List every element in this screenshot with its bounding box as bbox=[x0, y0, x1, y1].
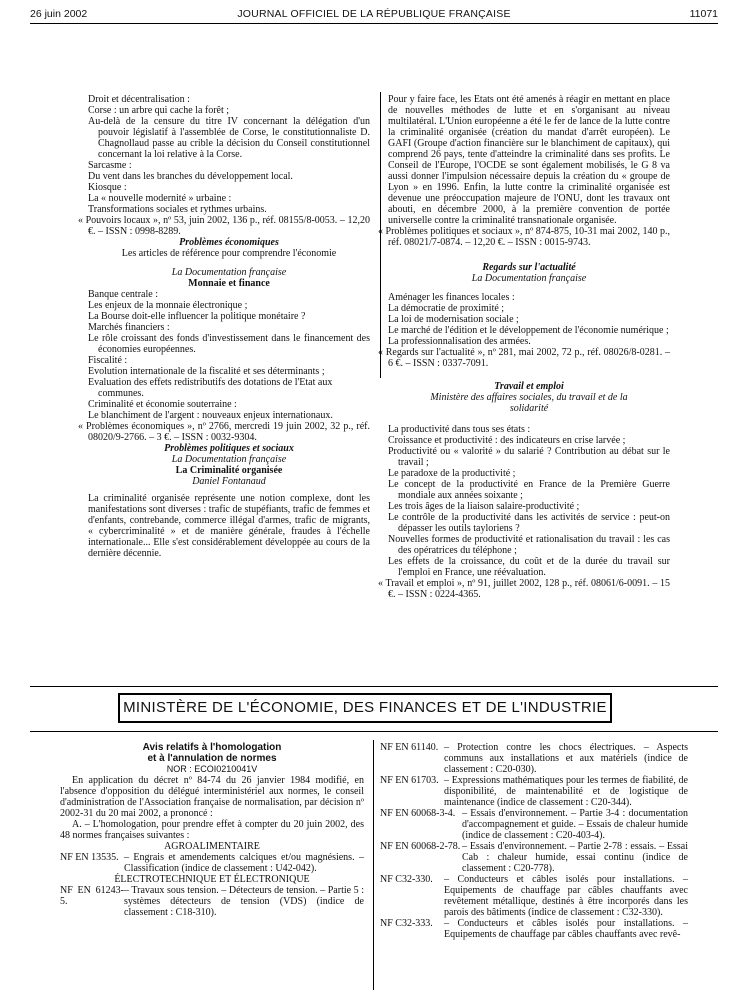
pps-author: Daniel Fontanaud bbox=[192, 476, 266, 487]
list-item: Les enjeux de la monnaie électronique ; bbox=[88, 300, 248, 311]
list-item: La professionnalisation des armées. bbox=[388, 336, 531, 347]
norm-description: – Protection contre les chocs électriques. – Aspects communs aux installations et aux matériels (indice de classement : C20-030). bbox=[444, 742, 688, 775]
list-item: Kiosque : bbox=[88, 182, 127, 193]
avis-left-column bbox=[60, 742, 364, 918]
te-items bbox=[388, 424, 670, 578]
norm-code: NF EN 61243-5. bbox=[60, 885, 124, 907]
ministry-banner: MINISTÈRE DE L'ÉCONOMIE, DES FINANCES ET DE L'INDUSTRIE bbox=[118, 693, 612, 723]
ra-publisher: La Documentation française bbox=[471, 273, 587, 284]
column-divider-bottom bbox=[373, 740, 374, 990]
category-electrotechnique: ÉLECTROTECHNIQUE ET ÉLECTRONIQUE bbox=[114, 874, 310, 885]
pouvoirs-locaux-items bbox=[88, 94, 370, 215]
pps-title: La Criminalité organisée bbox=[175, 465, 283, 476]
pps-reference: « Problèmes politiques et sociaux », nº 874-875, 10-31 mai 2002, 140 p., réf. 08021/7-0874. – 12,20 €. – ISSN : 0015-9743. bbox=[378, 226, 670, 248]
page-header bbox=[30, 6, 718, 24]
header-page-number: 11071 bbox=[689, 8, 718, 20]
header-date: 26 juin 2002 bbox=[30, 8, 88, 20]
left-column bbox=[78, 94, 370, 559]
pouvoirs-locaux-reference: « Pouvoirs locaux », nº 53, juin 2002, 136 p., réf. 08155/8-0053. – 12,20 €. – ISSN : 0998-8289. bbox=[78, 215, 370, 237]
list-item: Corse : un arbre qui cache la forêt ; bbox=[88, 105, 230, 116]
list-item: Evolution internationale de la fiscalité et ses déterminants ; bbox=[88, 366, 325, 377]
list-item: Sarcasme : bbox=[88, 160, 132, 171]
norm-code: NF C32-333. bbox=[380, 918, 433, 929]
list-item: Criminalité et économie souterraine : bbox=[88, 399, 237, 410]
norm-description: – Travaux sous tension. – Détecteurs de tension. – Partie 5 : systèmes détecteurs de tension (VDS) (indice de classement : C18-310). bbox=[124, 885, 364, 918]
list-item: Aménager les finances locales : bbox=[388, 292, 515, 303]
section-heading-travail: Travail et emploi bbox=[494, 381, 564, 392]
norm-description: – Expressions mathématiques pour les termes de fiabilité, de disponibilité, de maintenabilité et de logistique de maintenance (indice de classement : C20-344). bbox=[444, 775, 688, 808]
norm-description: – Conducteurs et câbles isolés pour installations. – Equipements de chauffage par câbles chauffants avec revêtement métallique, destinés à être incorporés dans les parois des bâtiments (indice de classement : C32-330). bbox=[444, 874, 688, 918]
section-heading-regards: Regards sur l'actualité bbox=[482, 262, 576, 273]
pe-reference: « Problèmes économiques », nº 2766, mercredi 19 juin 2002, 32 p., réf. 08020/9-2766. – 3 €. – ISSN : 0032-9304. bbox=[78, 421, 370, 443]
list-item: Le paradoxe de la productivité ; bbox=[388, 468, 516, 479]
list-item: Le marché de l'édition et le développement de l'économie numérique ; bbox=[388, 325, 669, 336]
list-item: Croissance et productivité : des indicateurs en crise larvée ; bbox=[388, 435, 626, 446]
section-heading-problemes-politiques: Problèmes politiques et sociaux bbox=[164, 443, 294, 454]
pe-items bbox=[88, 289, 370, 421]
list-item: Banque centrale : bbox=[88, 289, 158, 300]
list-item: Au-delà de la censure du titre IV concernant la délégation d'un pouvoir législatif à l'assemblée de Corse, le constitutionnaliste D. Chagnollaud passe au crible la décision du Conseil constitutionnel concernant la loi relative à la Corse. bbox=[88, 116, 370, 160]
pps-body-text: La criminalité organisée représente une notion complexe, dont les manifestations sont diverses : trafic de stupéfiants, trafic de femmes et d'enfants, contrebande, commerce illégal d'armes, trafic de migrants, « cybercriminalité » et de manière générale, fraudes à l'échelle internationale... Elle s'est considérablement développée au cours de la dernière décennie. bbox=[88, 493, 370, 559]
norm-code: NF EN 60068-3-4. bbox=[380, 808, 456, 819]
norm-entry bbox=[60, 852, 364, 874]
norm-entry bbox=[380, 775, 688, 808]
norm-code: NF EN 13535. bbox=[60, 852, 119, 863]
list-item: Evaluation des effets redistributifs des dotations de l'Etat aux communes. bbox=[88, 377, 333, 399]
list-item: La démocratie de proximité ; bbox=[388, 303, 505, 314]
list-item: Fiscalité : bbox=[88, 355, 128, 366]
list-item: Droit et décentralisation : bbox=[88, 94, 190, 105]
avis-title-line-1: Avis relatifs à l'homologation bbox=[142, 742, 282, 753]
norm-code: NF EN 61703. bbox=[380, 775, 439, 786]
norm-entry bbox=[380, 874, 688, 918]
norm-description: – Essais d'environnement. – Partie 2-78 : essais. – Essai Cab : chaleur humide, essai continu (indice de classement : C20-778). bbox=[462, 841, 688, 874]
norm-description: – Engrais et amendements calciques et/ou magnésiens. – Classification (indice de classement : U42-042). bbox=[124, 852, 364, 874]
list-item: Le blanchiment de l'argent : nouveaux enjeux internationaux. bbox=[88, 410, 333, 421]
list-item: Du vent dans les branches du développement local. bbox=[88, 171, 293, 182]
list-item: Marchés financiers : bbox=[88, 322, 170, 333]
norm-description: – Conducteurs et câbles isolés pour installations. – Equipements de chauffage par câbles chauffants avec revê- bbox=[444, 918, 688, 940]
list-item: Productivité ou « valorité » du salarié ? Contribution au débat sur le travail ; bbox=[388, 446, 670, 468]
list-item: La productivité dans tous ses états : bbox=[388, 424, 531, 435]
category-agroalimentaire: AGROALIMENTAIRE bbox=[164, 841, 260, 852]
list-item: La loi de modernisation sociale ; bbox=[388, 314, 519, 325]
norm-entry bbox=[380, 742, 688, 775]
list-item: Le contrôle de la productivité dans les activités de service : peut-on dépasser les outils tayloriens ? bbox=[388, 512, 670, 534]
avis-nor: NOR : ECOI0210041V bbox=[166, 764, 258, 774]
list-item: Le rôle croissant des fonds d'investissement dans le financement des économies européennes. bbox=[88, 333, 370, 355]
norm-code: NF EN 61140. bbox=[380, 742, 439, 753]
te-publisher: Ministère des affaires sociales, du travail et de la solidarité bbox=[430, 392, 628, 414]
header-rule bbox=[30, 23, 718, 24]
te-reference: « Travail et emploi », nº 91, juillet 2002, 128 p., réf. 08061/6-0091. – 15 €. – ISSN : 0224-4365. bbox=[378, 578, 670, 600]
list-item: Transformations sociales et rythmes urbains. bbox=[88, 204, 267, 215]
list-item: Nouvelles formes de productivité et rationalisation du travail : les cas des opératrices du téléphone ; bbox=[388, 534, 670, 556]
avis-paragraph-1: En application du décret nº 84-74 du 26 janvier 1984 modifié, en l'absence d'opposition du délégué interministériel aux normes, le conseil d'administration de l'Association française de normalisation, par décision nº 2002-31 du 20 mai 2002, a prononcé : bbox=[60, 775, 364, 819]
norm-description: – Essais d'environnement. – Partie 3-4 : documentation d'accompagnement et guide. – Essais de chaleur humide (indice de classement : C20-403-4). bbox=[462, 808, 688, 841]
list-item: Les effets de la croissance, du coût et de la durée du travail sur l'emploi en France, une réévaluation. bbox=[388, 556, 670, 578]
pps-publisher: La Documentation française bbox=[171, 454, 287, 465]
avis-right-column bbox=[380, 742, 688, 940]
ra-items bbox=[388, 292, 670, 347]
norm-entry bbox=[380, 918, 688, 940]
list-item: Le concept de la productivité en France de la Première Guerre mondiale aux années soixante ; bbox=[388, 479, 670, 501]
right-column bbox=[378, 94, 670, 600]
header-journal-title: JOURNAL OFFICIEL DE LA RÉPUBLIQUE FRANÇAISE bbox=[237, 8, 511, 20]
list-item: Les trois âges de la liaison salaire-productivité ; bbox=[388, 501, 580, 512]
banner-rule-bottom bbox=[30, 731, 718, 732]
norm-entry bbox=[380, 808, 688, 841]
pe-publisher: La Documentation française bbox=[171, 267, 287, 278]
list-item: La « nouvelle modernité » urbaine : bbox=[88, 193, 232, 204]
pe-intro: Les articles de référence pour comprendre l'économie bbox=[121, 248, 337, 259]
ra-reference: « Regards sur l'actualité », nº 281, mai 2002, 72 p., réf. 08026/8-0281. – 6 €. – ISSN : 0337-7091. bbox=[378, 347, 670, 369]
pe-title: Monnaie et finance bbox=[188, 278, 270, 289]
list-item: La Bourse doit-elle influencer la politique monétaire ? bbox=[88, 311, 306, 322]
pps-body-continued: Pour y faire face, les Etats ont été amenés à réagir en mettant en place de nouvelles méthodes de lutte et en s'organisant au niveau multilatéral. L'Union européenne a été le fer de lance de la lutte contre la criminalité organisée (création du mandat d'arrêt européen). Le GAFI (Groupe d'action financière sur le blanchiment de capitaux), qui comprend 26 pays, tente d'atteindre la criminalité dans ses profits. Le Conseil de l'Europe, l'OCDE se sont également mobilisés, le G 8 va aussi donner l'impulsion nécessaire depuis la création du « groupe de Lyon » en 1996. Enfin, la lutte contre la criminalité organisée est devenue une préoccupation majeure de l'ONU, dont les travaux ont abouti, en décembre 2000, à la première convention de portée universelle contre la criminalité transnationale organisée. bbox=[388, 94, 670, 226]
norm-entry bbox=[60, 885, 364, 918]
norm-code: NF C32-330. bbox=[380, 874, 433, 885]
norm-entry bbox=[380, 841, 688, 874]
avis-paragraph-2: A. – L'homologation, pour prendre effet à compter du 20 juin 2002, des 48 normes françaises suivantes : bbox=[60, 819, 364, 841]
banner-rule-top bbox=[30, 686, 718, 687]
section-heading-problemes-economiques: Problèmes économiques bbox=[179, 237, 279, 248]
norm-code: NF EN 60068-2-78. bbox=[380, 841, 461, 852]
avis-title-line-2: et à l'annulation de normes bbox=[147, 753, 277, 764]
